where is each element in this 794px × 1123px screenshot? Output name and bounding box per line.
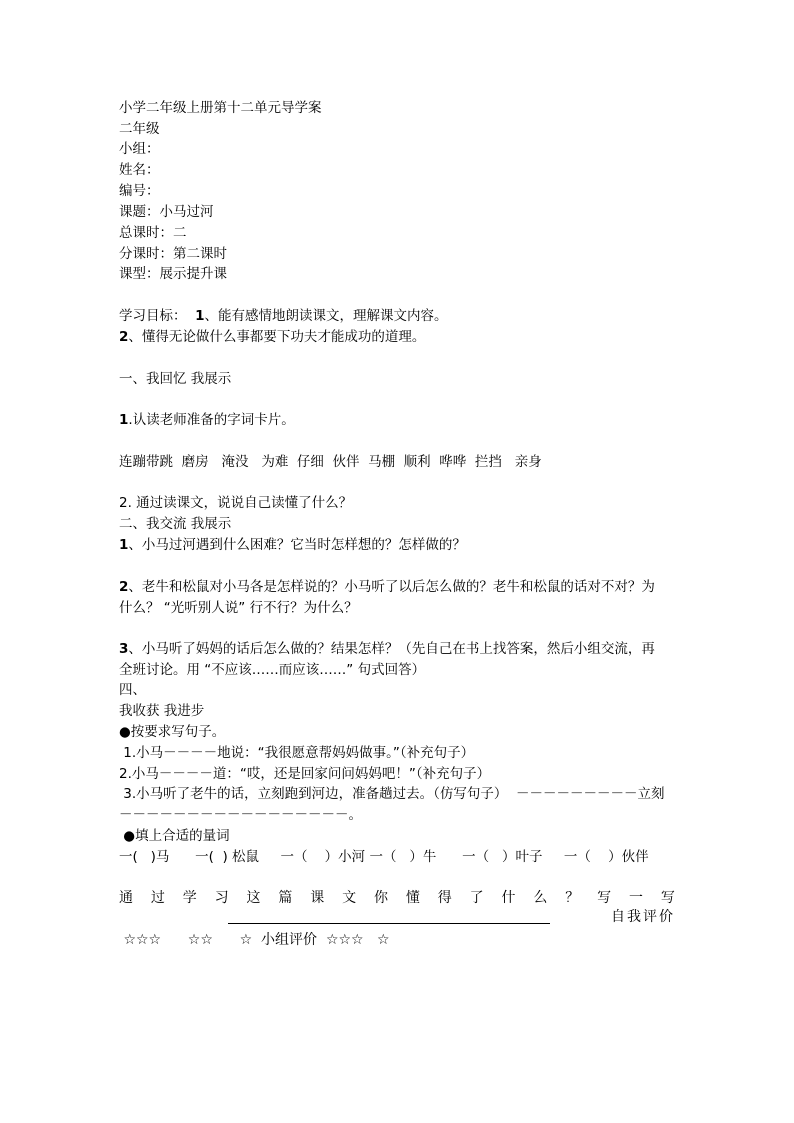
question-2-line-2: 什么？ “光听别人说” 行不行？为什么？ [119,600,358,616]
word-cards: 连蹦带跳 磨房 淹没 为难 仔细 伙伴 马棚 顺利 哗哗 拦挡 亲身 [119,454,542,470]
task-write-sentences: ●按要求写句子。 [119,724,226,740]
reflection-char: 写 [660,890,675,906]
lesson-type-line: 课型：展示提升课 [119,266,227,282]
reflection-char: 学 [182,890,197,906]
goal-1-text: 、能有感情地朗读课文，理解课文内容。 [204,308,448,324]
topic-line: 课题：小马过河 [119,204,214,220]
section-4-number: 四、 [119,682,146,698]
question-1-text: 、小马过河遇到什么困难？它当时怎样想的？怎样做的？ [128,537,466,553]
item-1-text: .认读老师准备的字词卡片。 [128,412,295,428]
item-1-number: 1 [119,412,129,428]
sentence-2: 2.小马－－－－道：“哎，还是回家问问妈妈吧！”（补充句子） [119,766,491,782]
reflection-char: 通 [119,890,133,906]
section-2-title: 二、我交流 我展示 [119,516,232,532]
question-2-line-1 [119,577,655,597]
document-title: 小学二年级上册第十二单元导学案 [119,100,322,116]
question-2-number: 2 [119,579,129,595]
section-1-item-1 [119,410,295,430]
number-line: 编号： [119,183,160,199]
sentence-3-line-1: 3.小马听了老牛的话，立刻跑到河边，准备趟过去。（仿写句子） －－－－－－－－－立刻 [119,786,665,802]
grade-line: 二年级 [119,121,160,137]
sub-hour-line: 分课时：第二课时 [119,246,227,262]
goal-1-number: 1 [195,308,205,324]
goal-2-text: 、懂得无论做什么事都要下功夫才能成功的道理。 [128,329,426,345]
measure-word-blanks: 一( )马 一( ) 松鼠 一（ ）小河 一（ ）牛 一（ ）叶子 一（ ）伙伴 [119,849,649,865]
question-3-text: 、小马听了妈妈的话后怎么做的？结果怎样？（先自己在书上找答案，然后小组交流，再 [128,641,655,657]
reflection-char: 写 [597,890,612,906]
star-rating-row: ☆☆☆ ☆☆ ☆ 小组评价 ☆☆☆ ☆ [119,932,390,948]
reflection-char: 懂 [405,890,420,906]
section-4-title: 我收获 我进步 [119,703,205,719]
self-evaluation-label: 自我评价 [611,909,675,925]
question-3-line-1 [119,639,655,659]
question-2-text: 、老牛和松鼠对小马各是怎样说的？小马听了以后怎么做的？老牛和松鼠的话对不对？为 [128,579,655,595]
reflection-char: 你 [374,890,388,906]
reflection-char: 习 [214,890,229,906]
group-line: 小组： [119,141,160,157]
reflection-prompt [119,888,675,908]
reflection-char: 什 [501,890,516,906]
question-3-number: 3 [119,641,129,657]
goal-2 [119,327,425,347]
sentence-3-line-2: －－－－－－－－－－－－－－－－－。 [119,807,362,823]
reflection-char: 么 [533,890,548,906]
total-hours-line: 总课时：二 [119,225,187,241]
reflection-char: 文 [342,890,357,906]
name-line: 姓名： [119,162,160,178]
goals-label: 学习目标： [119,308,187,324]
reflection-char: 课 [310,890,325,906]
reflection-char: 一 [629,890,643,906]
reflection-char: 了 [469,890,484,906]
sentence-1: 1.小马－－－－地说：“我很愿意帮妈妈做事。”（补充句子） [119,745,475,761]
question-1 [119,535,466,555]
task-measure-words: ●填上合适的量词 [119,828,230,844]
reflection-char: 这 [246,890,261,906]
reflection-char: 得 [437,890,452,906]
reflection-char: 过 [150,890,165,906]
question-3-line-2: 全班讨论。用 “不应该……而应该……” 句式回答） [119,662,426,678]
reflection-char: 篇 [278,890,293,906]
question-1-number: 1 [119,537,129,553]
goal-1 [119,306,448,326]
reflection-answer-line[interactable] [228,923,550,924]
reflection-char: ？ [565,890,580,906]
goal-2-number: 2 [119,329,129,345]
section-1-title: 一、我回忆 我展示 [119,371,232,387]
section-1-item-2: 2. 通过读课文，说说自己读懂了什么？ [119,495,353,511]
